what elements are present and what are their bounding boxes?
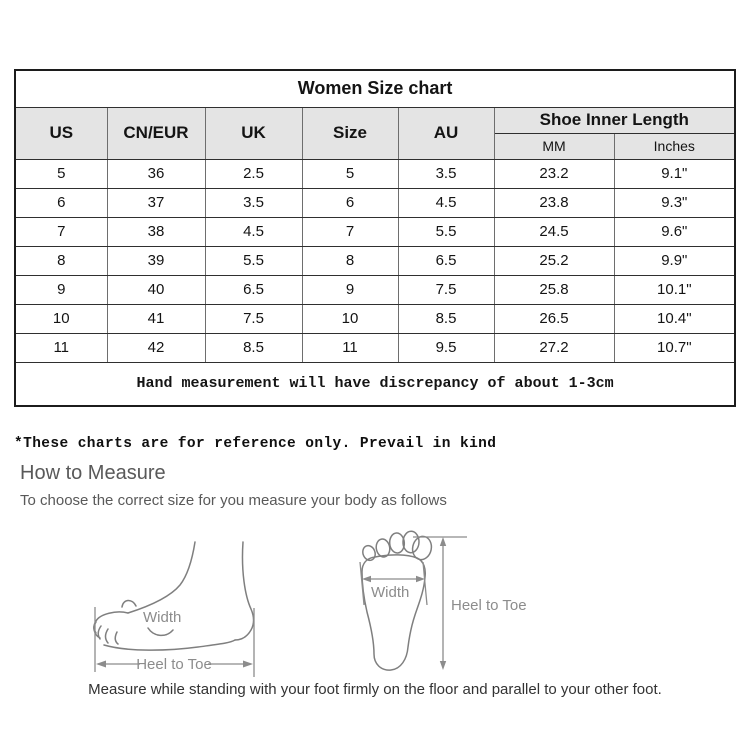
size-cell: 9: [15, 275, 107, 304]
size-cell: 9: [302, 275, 398, 304]
col-header-us: US: [15, 107, 107, 159]
heel-to-toe-label: Heel to Toe: [451, 597, 527, 614]
side-foot-diagram: [88, 526, 264, 680]
foot-toe-line: [106, 629, 109, 643]
size-cell: 7: [302, 217, 398, 246]
size-cell: 25.2: [494, 246, 614, 275]
sole-outline: [362, 555, 425, 670]
size-cell: 37: [107, 188, 205, 217]
size-cell: 36: [107, 159, 205, 188]
table-footnote: Hand measurement will have discrepancy of about 1-3cm: [15, 362, 735, 406]
col-header-uk: UK: [205, 107, 302, 159]
size-cell: 2.5: [205, 159, 302, 188]
col-header-cn-eur: CN/EUR: [107, 107, 205, 159]
size-cell: 3.5: [398, 159, 494, 188]
size-cell: 7.5: [205, 304, 302, 333]
table-header: [15, 70, 735, 159]
size-cell: 8.5: [205, 333, 302, 362]
col-header-shoe-inner-length: Shoe Inner Length: [494, 107, 735, 133]
foot-toe-line: [98, 626, 101, 639]
arrowhead-right-icon: [416, 576, 425, 582]
size-cell: 10: [15, 304, 107, 333]
size-cell: 23.8: [494, 188, 614, 217]
size-cell: 11: [15, 333, 107, 362]
table-title: Women Size chart: [15, 70, 735, 107]
table-title-row: [15, 70, 735, 107]
size-cell: 41: [107, 304, 205, 333]
size-cell: 8.5: [398, 304, 494, 333]
size-cell: 27.2: [494, 333, 614, 362]
size-cell: 10.7": [614, 333, 735, 362]
size-cell: 23.2: [494, 159, 614, 188]
size-cell: 5: [302, 159, 398, 188]
foot-toe-bump: [122, 600, 136, 607]
size-cell: 10.4": [614, 304, 735, 333]
table-row: [15, 159, 735, 188]
how-to-measure-subheading: To choose the correct size for you measure your body as follows: [20, 492, 447, 509]
table-row: [15, 217, 735, 246]
size-cell: 7.5: [398, 275, 494, 304]
size-cell: 42: [107, 333, 205, 362]
size-cell: 6.5: [205, 275, 302, 304]
size-cell: 6.5: [398, 246, 494, 275]
foot-toes-outline: [94, 612, 128, 638]
arrowhead-left-icon: [362, 576, 371, 582]
size-cell: 10.1": [614, 275, 735, 304]
col-header-inches: Inches: [614, 133, 735, 159]
table-row: [15, 246, 735, 275]
heel-to-toe-label: Heel to Toe: [136, 656, 212, 673]
size-cell: 9.9": [614, 246, 735, 275]
reference-note: *These charts are for reference only. Prevail in kind: [14, 436, 497, 452]
table-row: [15, 304, 735, 333]
size-cell: 10: [302, 304, 398, 333]
size-cell: 5.5: [205, 246, 302, 275]
foot-instep-line: [128, 542, 195, 613]
size-cell: 5: [15, 159, 107, 188]
col-header-au: AU: [398, 107, 494, 159]
column-header-row: [15, 107, 735, 133]
size-cell: 4.5: [398, 188, 494, 217]
toe-oval: [403, 531, 420, 553]
size-cell: 9.1": [614, 159, 735, 188]
size-cell: 24.5: [494, 217, 614, 246]
arrowhead-up-icon: [440, 537, 446, 546]
foot-ball-arc: [148, 628, 173, 635]
foot-heel-line: [235, 542, 254, 640]
col-header-size: Size: [302, 107, 398, 159]
sole-foot-diagram: [355, 517, 537, 677]
how-to-measure-heading: How to Measure: [20, 462, 166, 484]
foot-toe-line: [115, 632, 118, 644]
width-label: Width: [143, 609, 182, 626]
col-header-mm: MM: [494, 133, 614, 159]
size-cell: 38: [107, 217, 205, 246]
table-footnote-row: [15, 362, 735, 406]
size-cell: 6: [302, 188, 398, 217]
size-cell: 25.8: [494, 275, 614, 304]
size-cell: 3.5: [205, 188, 302, 217]
size-cell: 9.6": [614, 217, 735, 246]
size-cell: 8: [302, 246, 398, 275]
size-cell: 8: [15, 246, 107, 275]
arrowhead-right-icon: [243, 661, 253, 668]
size-cell: 4.5: [205, 217, 302, 246]
measure-caption: Measure while standing with your foot firmly on the floor and parallel to your other foot.: [88, 681, 662, 698]
size-cell: 11: [302, 333, 398, 362]
table-footer: [15, 362, 735, 406]
table-row: [15, 188, 735, 217]
width-label: Width: [371, 584, 410, 601]
women-size-chart-table: [14, 69, 736, 407]
size-cell: 9.5: [398, 333, 494, 362]
size-cell: 6: [15, 188, 107, 217]
arrowhead-down-icon: [440, 661, 446, 670]
foot-sole-line: [104, 640, 235, 650]
size-cell: 7: [15, 217, 107, 246]
size-cell: 9.3": [614, 188, 735, 217]
size-cell: 26.5: [494, 304, 614, 333]
size-cell: 40: [107, 275, 205, 304]
table-row: [15, 275, 735, 304]
table-row: [15, 333, 735, 362]
size-cell: 5.5: [398, 217, 494, 246]
size-cell: 39: [107, 246, 205, 275]
table-body: [15, 159, 735, 362]
arrowhead-left-icon: [96, 661, 106, 668]
